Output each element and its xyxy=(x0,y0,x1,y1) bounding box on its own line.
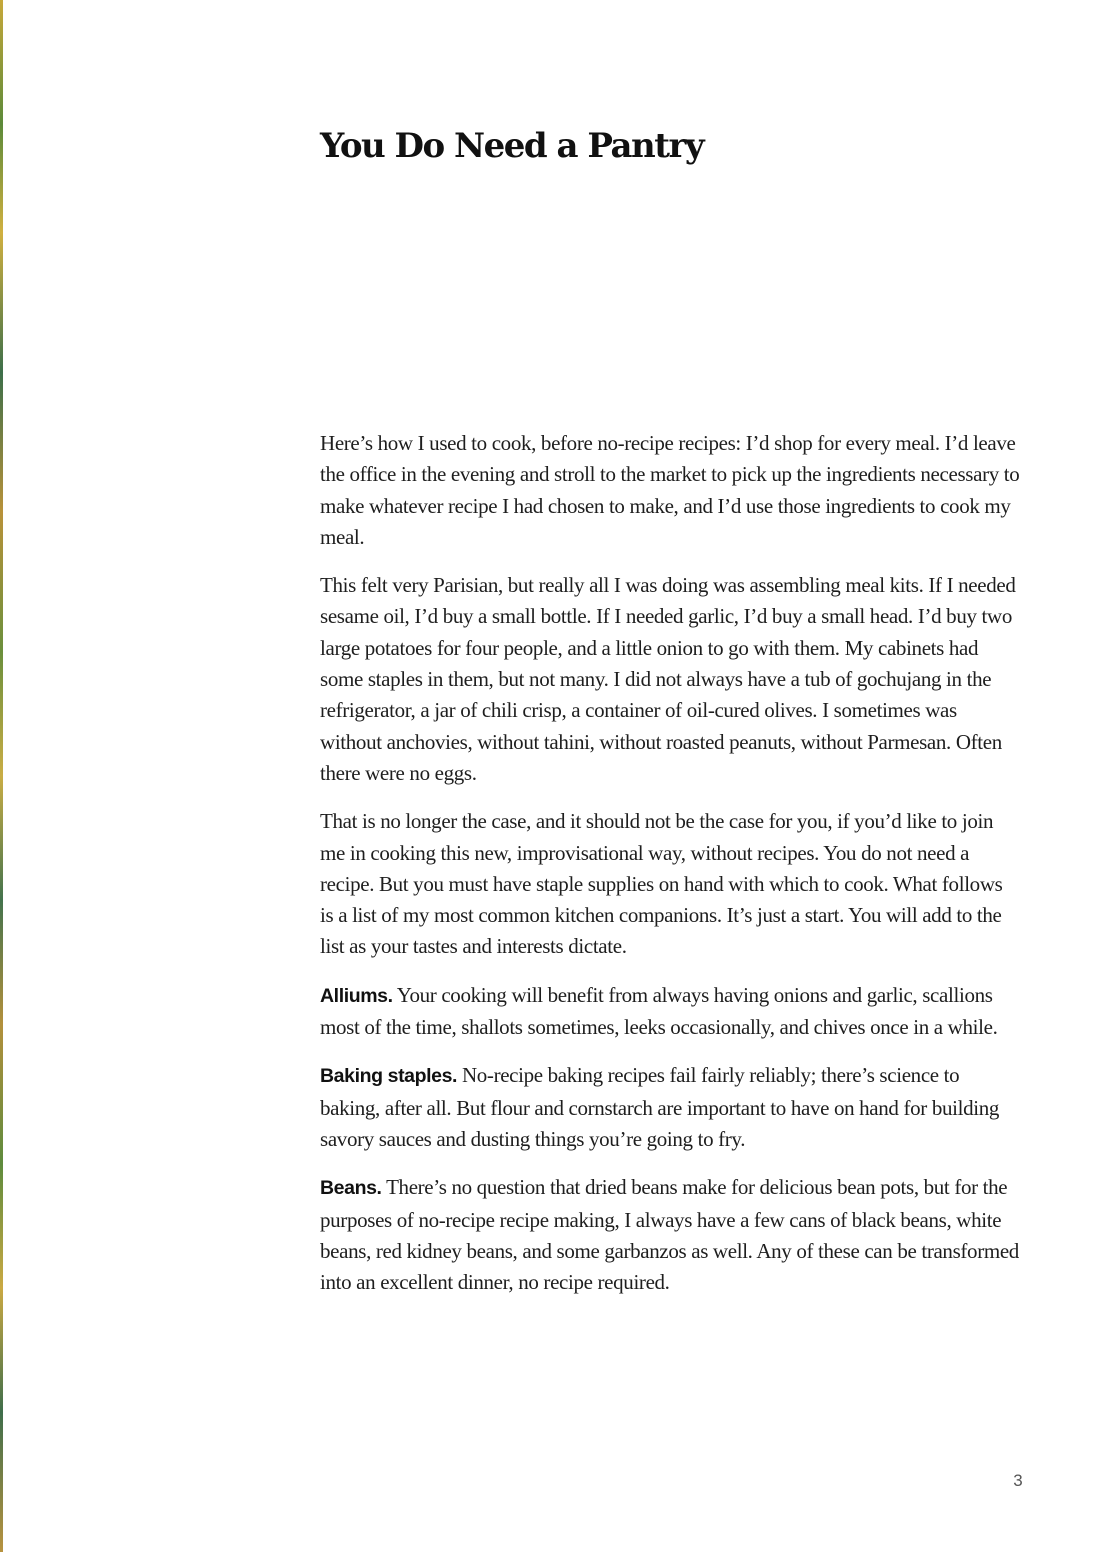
pantry-entry-alliums xyxy=(320,980,1020,1044)
entry-lead: Beans. xyxy=(320,1177,382,1200)
entry-lead: Alliums. xyxy=(320,984,393,1007)
body-paragraph: That is no longer the case, and it should not be the case for you, if you’d like to join me in cooking this new, improvisational way, without recipes. You do not need a recipe. But you must have staple supplies on hand with which to cook. What follows is a list of my most common kitchen companions. It’s just a start. You will add to the list as your tastes and interests dictate. xyxy=(320,809,1003,959)
entry-text: Your cooking will benefit from always having onions and garlic, scallions most of the time, shallots sometimes, leeks occasionally, and chives once in a while. xyxy=(320,982,998,1040)
page-number: 3 xyxy=(1013,1471,1023,1490)
page-edge-strip xyxy=(0,0,3,1552)
page-title: You Do Need a Pantry xyxy=(320,126,704,166)
entry-text: There’s no question that dried beans make for delicious bean pots, but for the purposes of no-recipe recipe making, I always have a few cans of black beans, white beans, red kidney beans, and some garbanzos as well. Any of these can be transformed into an excellent dinner, no recipe required. xyxy=(320,1175,1019,1295)
body-text xyxy=(320,428,1020,1315)
entry-lead: Baking staples. xyxy=(320,1065,458,1088)
body-paragraph: This felt very Parisian, but really all I was doing was assembling meal kits. If I needed sesame oil, I’d buy a small bottle. If I needed garlic, I’d buy a small head. I’d buy two large potatoes for four people, and a little onion to go with them. My cabinets had some staples in them, but not many. I did not always have a tub of gochujang in the refrigerator, a jar of chili crisp, a container of oil-cured olives. I sometimes was without anchovies, without tahini, without roasted peanuts, without Parmesan. Often there were no eggs. xyxy=(320,573,1016,785)
pantry-entry-beans xyxy=(320,1172,1020,1298)
pantry-entry-baking-staples xyxy=(320,1060,1020,1155)
entry-text: No-recipe baking recipes fail fairly reliably; there’s science to baking, after all. But flour and cornstarch are important to have on hand for building savory sauces and dusting things you’re going to fry. xyxy=(320,1063,1000,1151)
body-paragraph: Here’s how I used to cook, before no-recipe recipes: I’d shop for every meal. I’d leave the office in the evening and stroll to the market to pick up the ingredients necessary to make whatever recipe I had chosen to make, and I’d use those ingredients to cook my meal. xyxy=(320,431,1020,549)
